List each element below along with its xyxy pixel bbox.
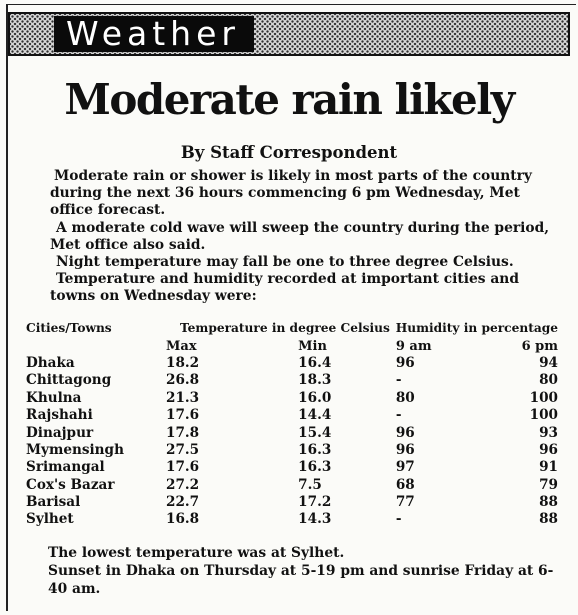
table-row	[26, 390, 558, 407]
town-name: Sylhet	[26, 511, 74, 528]
paragraph: A moderate cold wave will sweep the country during the period, Met office also said.	[50, 219, 550, 253]
table-row	[26, 372, 558, 389]
town-name: Dhaka	[26, 354, 75, 371]
footer-line: The lowest temperature was at Sylhet.	[48, 545, 345, 561]
column-header: Max	[166, 338, 197, 354]
table-cell: 27.5	[166, 441, 200, 458]
table-subheader-row	[26, 337, 558, 354]
table-cell: 100	[529, 389, 558, 406]
byline: By Staff Correspondent	[180, 143, 398, 162]
town-name: Cox's Bazar	[26, 476, 115, 493]
town-name: Srimangal	[26, 459, 105, 476]
table-cell: 18.2	[166, 354, 200, 371]
table-cell: 80	[539, 372, 558, 389]
table-cell: 22.7	[166, 494, 200, 511]
table-cell: 17.2	[298, 494, 332, 511]
table-cell: 88	[539, 511, 558, 528]
town-name: Chittagong	[26, 372, 112, 389]
table-cell: 80	[395, 389, 415, 406]
article-footer	[26, 544, 558, 598]
table-cell: -	[395, 407, 402, 424]
table-row	[26, 407, 558, 424]
table-cell: 16.3	[298, 441, 332, 458]
table-row	[26, 459, 558, 476]
column-header: 9 am	[395, 338, 432, 354]
weather-table	[26, 320, 558, 529]
table-cell: 77	[395, 494, 415, 511]
column-header: Humidity in percentage	[395, 321, 558, 336]
table-cell: 16.0	[298, 389, 332, 406]
table-cell: 26.8	[166, 372, 200, 389]
table-cell: 18.3	[298, 372, 332, 389]
table-row	[26, 477, 558, 494]
table-cell: 14.4	[298, 407, 332, 424]
table-cell: 16.8	[166, 511, 200, 528]
table-row	[26, 511, 558, 528]
table-cell: -	[395, 372, 402, 389]
section-label: Weather	[54, 16, 254, 52]
table-cell: 96	[395, 424, 415, 441]
table-cell: 16.4	[298, 354, 332, 371]
table-cell: 21.3	[166, 389, 200, 406]
table-cell: 17.8	[166, 424, 200, 441]
column-header: Temperature in degree Celsius	[180, 321, 390, 336]
table-cell: 91	[539, 459, 558, 476]
town-name: Rajshahi	[26, 407, 93, 424]
table-row	[26, 424, 558, 441]
table-cell: 14.3	[298, 511, 332, 528]
table-cell: 100	[529, 407, 558, 424]
paragraph: Night temperature may fall be one to three degree Celsius.	[56, 254, 514, 271]
article-body	[50, 168, 560, 306]
town-name: Mymensingh	[26, 441, 124, 458]
table-cell: 97	[395, 459, 415, 476]
table-cell: 93	[539, 424, 558, 441]
table-cell: 17.6	[166, 407, 200, 424]
footer-line: Sunset in Dhaka on Thursday at 5-19 pm and sunrise Friday at 6-40 am.	[48, 563, 554, 597]
table-cell: -	[395, 511, 402, 528]
table-cell: 88	[539, 494, 558, 511]
table-cell: 96	[395, 441, 415, 458]
table-cell: 27.2	[166, 476, 200, 493]
paragraph: Moderate rain or shower is likely in most parts of the country during the next 36 hours commencing 6 pm Wednesday, Met office forecast.	[50, 168, 532, 219]
table-cell: 96	[539, 441, 558, 458]
section-banner	[8, 12, 570, 56]
column-header: Cities/Towns	[26, 321, 112, 336]
table-cell: 16.3	[298, 459, 332, 476]
headline: Moderate rain likely	[64, 75, 514, 124]
paragraph: Temperature and humidity recorded at important cities and towns on Wednesday were:	[50, 271, 519, 305]
table-header-row	[26, 320, 558, 337]
table-cell: 96	[395, 354, 415, 371]
table-cell: 7.5	[298, 476, 322, 493]
table-cell: 17.6	[166, 459, 200, 476]
town-name: Dinajpur	[26, 424, 94, 441]
table-cell: 15.4	[298, 424, 332, 441]
table-cell: 94	[539, 354, 558, 371]
table-cell: 68	[395, 476, 415, 493]
column-header: Min	[298, 338, 327, 354]
table-row	[26, 355, 558, 372]
table-row	[26, 442, 558, 459]
town-name: Khulna	[26, 389, 82, 406]
table-row	[26, 494, 558, 511]
table-cell: 79	[539, 476, 558, 493]
column-header: 6 pm	[521, 338, 558, 354]
town-name: Barisal	[26, 494, 81, 511]
